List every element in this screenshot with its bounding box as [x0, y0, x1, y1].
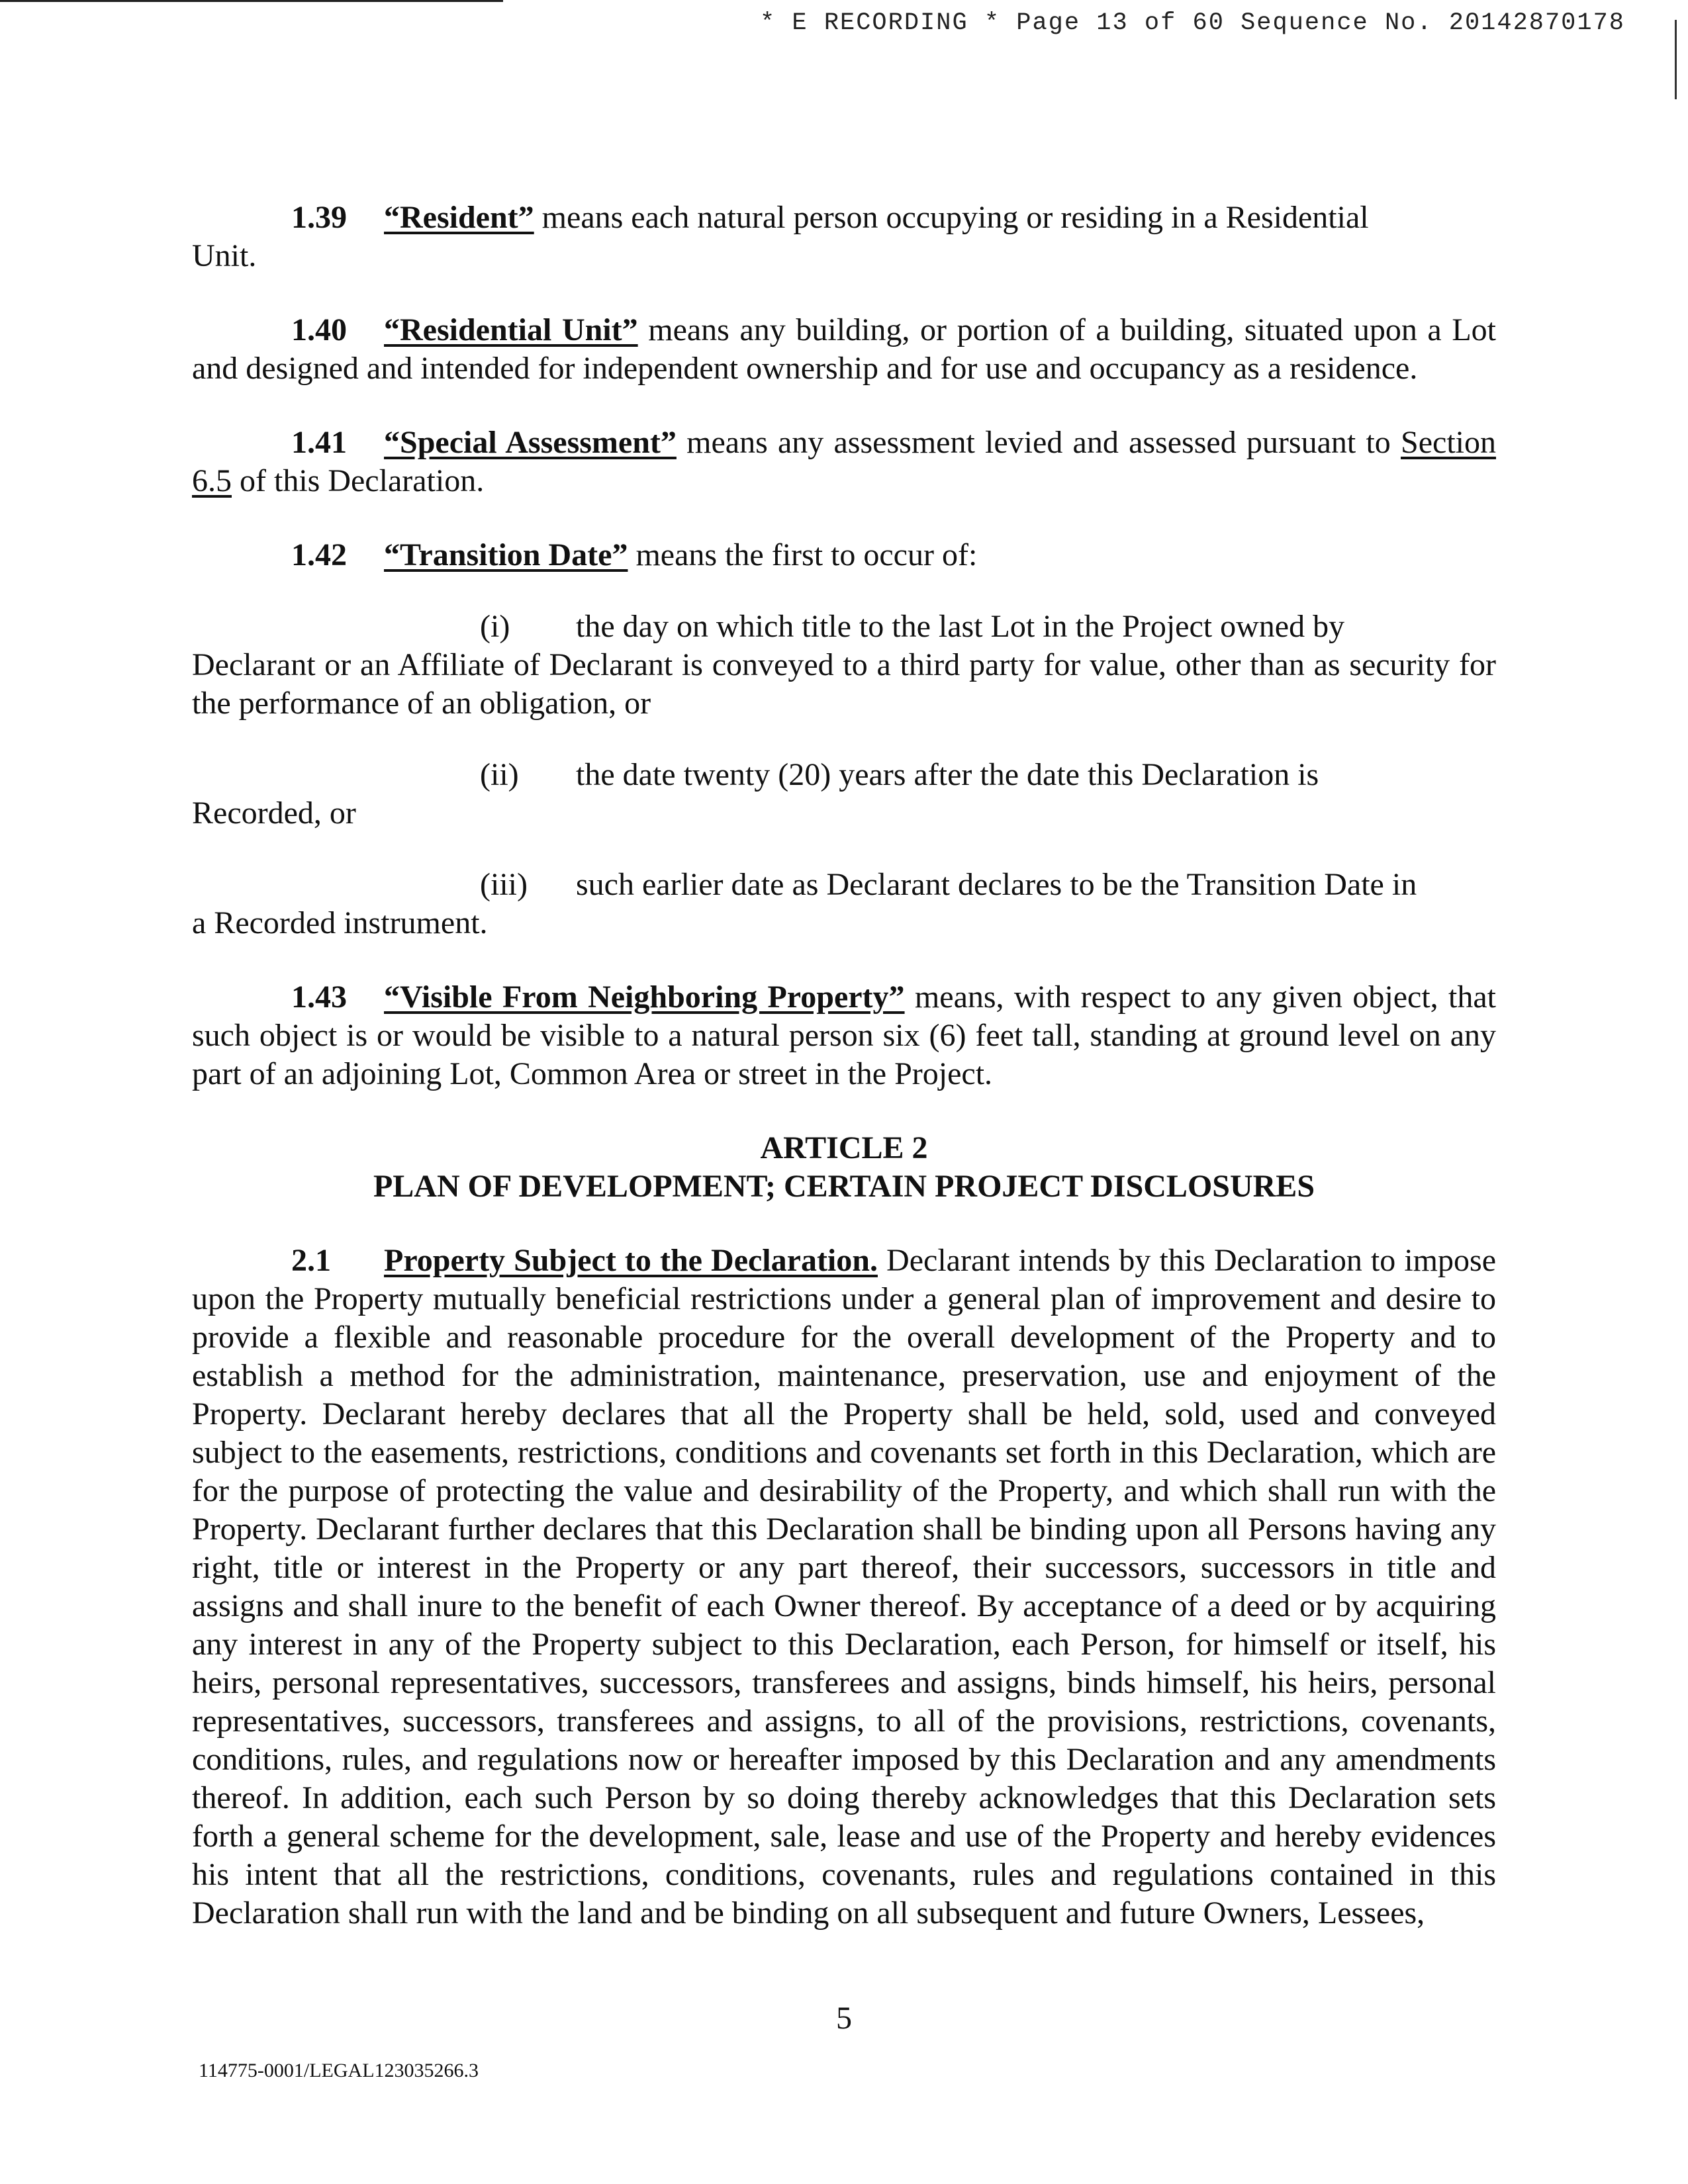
subitem-label: (iii)	[480, 867, 528, 902]
section-text: means any assessment levied and assessed pursuant to	[676, 425, 1401, 460]
subitem-i	[192, 608, 1496, 646]
section-number: 1.43	[291, 979, 347, 1015]
section-text: means the first to occur of:	[628, 537, 978, 572]
section-2-1	[192, 1242, 1496, 1933]
section-text: means any building, or portion of a building, situated upon a Lot and designed and intended for independent ownership and for use and occupancy as a residence.	[192, 312, 1496, 386]
defined-term: “Residential Unit”	[384, 312, 638, 347]
section-text: Declarant intends by this Declaration to impose upon the Property mutually beneficial restrictions under a general plan of improvement and desire to provide a flexible and reasonable procedure for the overall development of the Property and to establish a method for the administration, maintenance, preservation, use and enjoyment of the Property. Declarant hereby declares that all the Property shall be held, sold, used and conveyed subject to the easements, restrictions, conditions and covenants set forth in this Declaration, which are for the purpose of protecting the value and desirability of the Property, and which shall run with the Property. Declarant further declares that this Declaration shall be binding upon all Persons having any right, title or interest in the Property or any part thereof, their successors, successors in title and assigns and shall inure to the benefit of each Owner thereof. By acceptance of a deed or by acquiring any interest in any of the Property subject to this Declaration, each Person, for himself or itself, his heirs, personal representatives, successors, transferees and assigns, binds himself, his heirs, personal representatives, successors, transferees and assigns, to all of the provisions, restrictions, covenants, conditions, rules, and regulations now or hereafter imposed by this Declaration and any amendments thereof. In addition, each such Person by so doing thereby acknowledges that this Declaration sets forth a general scheme for the development, sale, lease and use of the Property and hereby evidences his intent that all the restrictions, conditions, covenants, rules and regulations contained in this Declaration shall run with the land and be binding on all subsequent and future Owners, Lessees,	[192, 1243, 1496, 1931]
defined-term: “Resident”	[384, 200, 534, 235]
section-1-42	[192, 536, 1496, 574]
section-1-39-continued: Unit.	[192, 238, 257, 273]
article-title: PLAN OF DEVELOPMENT; CERTAIN PROJECT DISCLOSURES	[373, 1169, 1315, 1204]
section-1-39	[192, 199, 1496, 237]
subitem-label: (i)	[480, 609, 510, 644]
section-number: 1.41	[291, 425, 347, 460]
section-number: 1.40	[291, 312, 347, 347]
subitem-label: (ii)	[480, 757, 519, 792]
right-edge-mark	[1675, 20, 1677, 99]
document-body	[192, 199, 1496, 1933]
top-border-line	[0, 0, 503, 2]
subitem-iii	[192, 866, 1496, 904]
section-1-40	[192, 311, 1496, 388]
defined-term: “Special Assessment”	[384, 425, 677, 460]
defined-term: “Transition Date”	[384, 537, 628, 572]
section-number: 2.1	[291, 1243, 331, 1278]
document-id: 114775-0001/LEGAL123035266.3	[199, 2060, 479, 2081]
section-reference-link[interactable]: Section 6.5	[192, 425, 1496, 498]
subitem-ii	[192, 756, 1496, 794]
defined-term: “Visible From Neighboring Property”	[384, 979, 905, 1015]
section-text-end: of this Declaration.	[232, 463, 485, 498]
page-number: 5	[836, 2001, 852, 2036]
section-number: 1.42	[291, 537, 347, 572]
section-heading: Property Subject to the Declaration.	[384, 1243, 878, 1278]
section-number: 1.39	[291, 200, 347, 235]
subitem-i-continued: Declarant or an Affiliate of Declarant is conveyed to a third party for value, other than as security for the performance of an obligation, or	[192, 647, 1496, 721]
section-text: means each natural person occupying or residing in a Residential	[534, 200, 1369, 235]
subitem-iii-continued: a Recorded instrument.	[192, 905, 488, 940]
section-text: means, with respect to any given object, that such object is or would be visible to a natural person six (6) feet tall, standing at ground level on any part of an adjoining Lot, Common Area or street in the Project.	[192, 979, 1497, 1091]
section-1-41	[192, 424, 1496, 500]
article-number: ARTICLE 2	[760, 1130, 928, 1165]
section-1-43	[192, 978, 1496, 1093]
subitem-text: the day on which title to the last Lot in the Project owned by	[576, 609, 1345, 644]
subitem-text: the date twenty (20) years after the date this Declaration is	[576, 757, 1319, 792]
subitem-text: such earlier date as Declarant declares to be the Transition Date in	[576, 867, 1417, 902]
recording-header: * E RECORDING * Page 13 of 60 Sequence No. 20142870178	[760, 9, 1625, 37]
subitem-ii-continued: Recorded, or	[192, 796, 356, 831]
